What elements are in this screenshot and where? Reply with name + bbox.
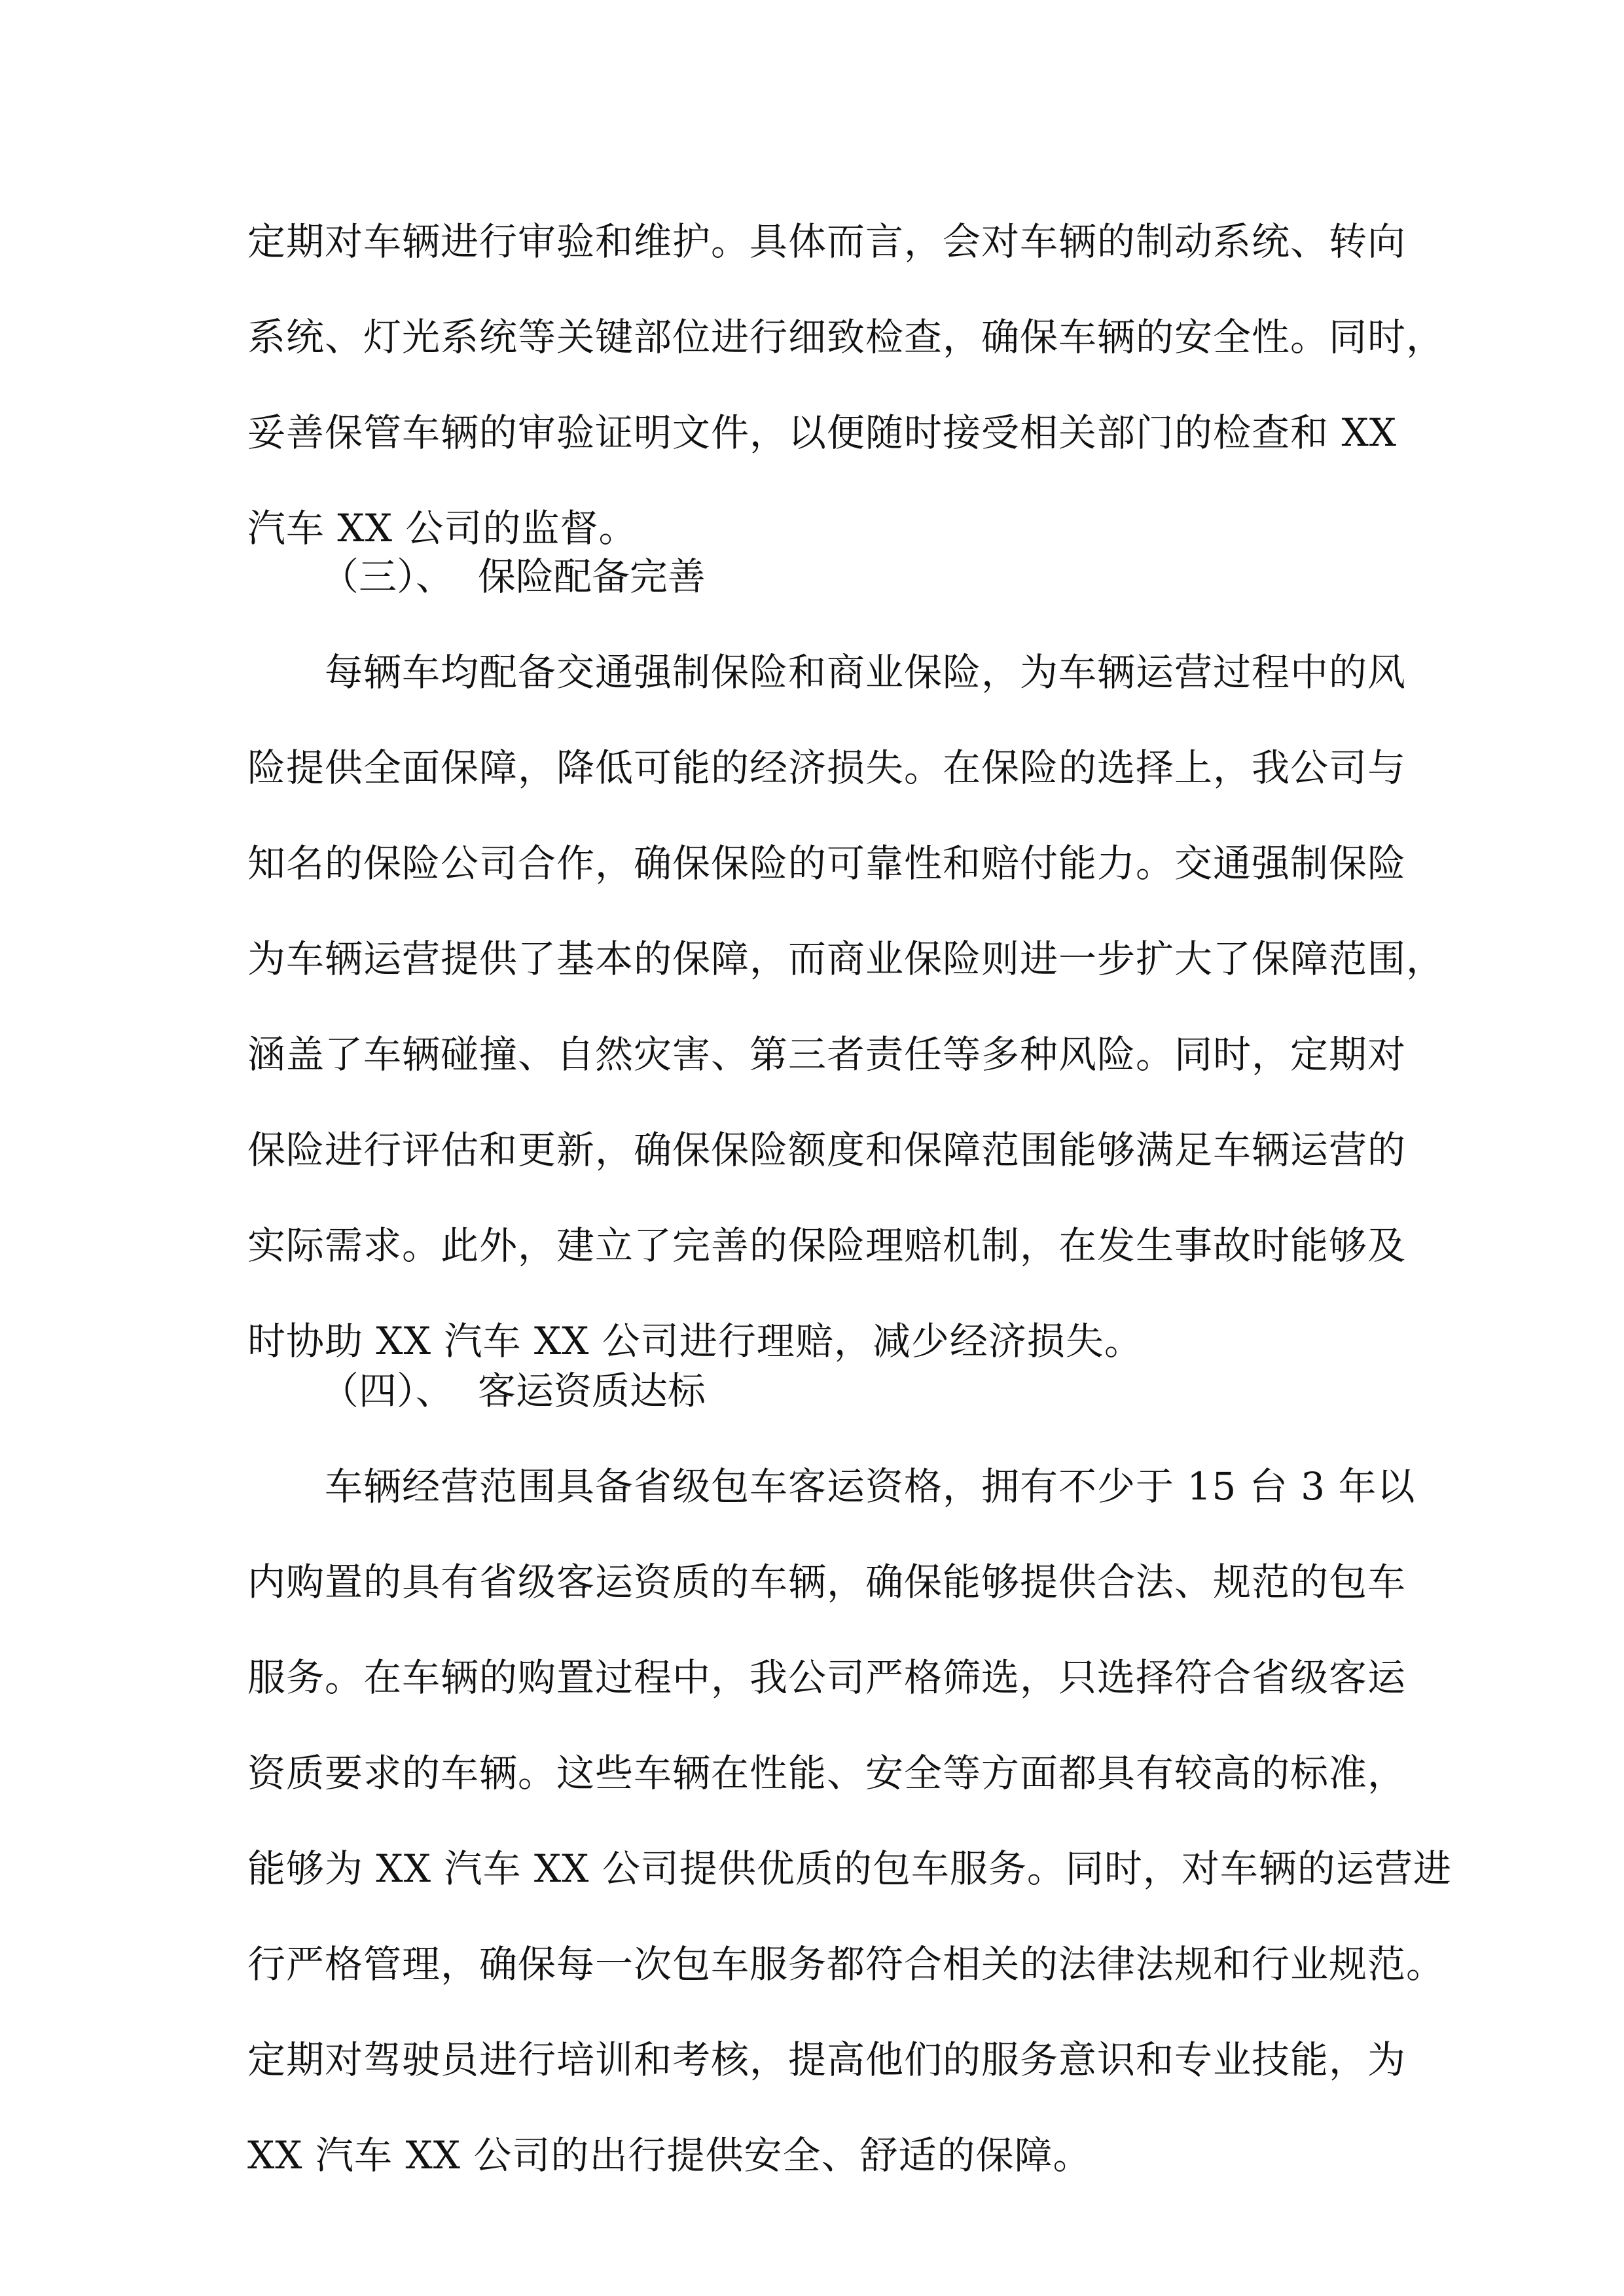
text-line: XX 汽车 XX 公司的出行提供安全、舒适的保障。 <box>247 2133 1092 2178</box>
text-line: 涵盖了车辆碰撞、自然灾害、第三者责任等多种风险。同时，定期对 <box>247 1032 1407 1077</box>
text-line: 为车辆运营提供了基本的保障，而商业保险则进一步扩大了保障范围， <box>247 937 1445 981</box>
text-line: 实际需求。此外，建立了完善的保险理赔机制，在发生事故时能够及 <box>247 1223 1407 1268</box>
text-line: 知名的保险公司合作，确保保险的可靠性和赔付能力。交通强制保险 <box>247 841 1407 886</box>
text-line: 妥善保管车辆的审验证明文件，以便随时接受相关部门的检查和 XX <box>247 410 1398 455</box>
text-line: 时协助 XX 汽车 XX 公司进行理赔，减少经济损失。 <box>247 1319 1143 1363</box>
text-line: 资质要求的车辆。这些车辆在性能、安全等方面都具有较高的标准， <box>247 1751 1407 1795</box>
text-line: 定期对驾驶员进行培训和考核，提高他们的服务意识和专业技能，为 <box>247 2037 1407 2082</box>
text-line: 内购置的具有省级客运资质的车辆，确保能够提供合法、规范的包车 <box>247 1560 1407 1604</box>
text-line: 汽车 XX 公司的监督。 <box>247 506 638 550</box>
text-line: 车辆经营范围具备省级包车客运资格，拥有不少于 15 台 3 年以 <box>247 1464 1416 1509</box>
text-line: 行严格管理，确保每一次包车服务都符合相关的法律法规和行业规范。 <box>247 1942 1445 1986</box>
section-heading-insurance: （三）、 保险配备完善 <box>321 554 706 599</box>
text-line: 服务。在车辆的购置过程中，我公司严格筛选，只选择符合省级客运 <box>247 1655 1407 1700</box>
paragraph-qualification <box>247 1439 1452 2203</box>
text-line: 系统、灯光系统等关键部位进行细致检查，确保车辆的安全性。同时， <box>247 315 1445 359</box>
text-line: 保险进行评估和更新，确保保险额度和保障范围能够满足车辆运营的 <box>247 1128 1407 1172</box>
text-line: 能够为 XX 汽车 XX 公司提供优质的包车服务。同时，对车辆的运营进 <box>247 1846 1452 1891</box>
paragraph-vehicle-inspection <box>247 194 1445 576</box>
text-line: 每辆车均配备交通强制保险和商业保险，为车辆运营过程中的风 <box>247 650 1407 694</box>
paragraph-insurance <box>247 624 1445 1389</box>
text-line: 险提供全面保障，降低可能的经济损失。在保险的选择上，我公司与 <box>247 745 1407 790</box>
section-heading-qualification: （四）、 客运资质达标 <box>321 1369 706 1413</box>
text-line: 定期对车辆进行审验和维护。具体而言，会对车辆的制动系统、转向 <box>247 219 1407 264</box>
